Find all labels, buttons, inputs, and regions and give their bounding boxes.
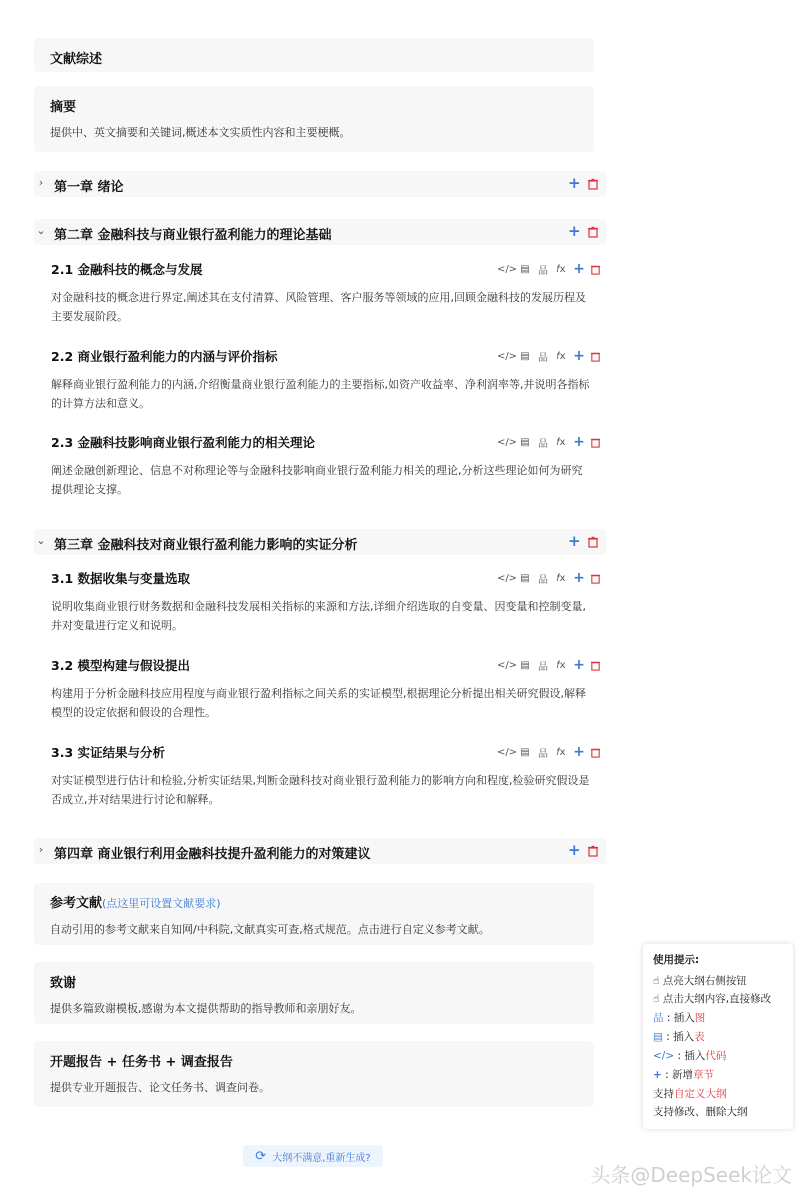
delete-icon[interactable] — [590, 351, 601, 362]
section-toolbar — [496, 261, 601, 277]
regenerate-label: 大纲不满意,重新生成? — [272, 1152, 371, 1164]
tip-item: 支持自定义大纲 — [653, 1088, 727, 1100]
section-desc[interactable]: 解释商业银行盈利能力的内涵,介绍衡量商业银行盈利能力的主要指标,如资产收益率、净利润率等,并说明各指标的计算方法和意义。 — [51, 378, 590, 410]
delete-icon[interactable] — [587, 845, 599, 857]
insert-table-icon: ▤ — [653, 1031, 663, 1043]
chapter-title[interactable]: 第一章 绪论 — [54, 180, 124, 195]
chapter-3-row[interactable] — [34, 529, 606, 555]
insert-figure-icon: 品 — [653, 1012, 664, 1024]
lit-review-title: 文献综述 — [50, 52, 103, 67]
acknowledgements-title: 致谢 — [50, 976, 77, 991]
tip-item: </> : 插入代码 — [653, 1050, 727, 1062]
insert-figure-icon[interactable]: 品 — [538, 748, 548, 760]
insert-formula-icon[interactable]: 𝑓x — [556, 659, 566, 671]
abstract-title: 摘要 — [50, 100, 77, 115]
insert-code-icon[interactable]: </> — [496, 659, 518, 671]
insert-code-icon[interactable]: </> — [496, 746, 518, 758]
section-desc[interactable]: 构建用于分析金融科技应用程度与商业银行盈利指标之间关系的实证模型,根据理论分析提出相关研究假设,解释模型的设定依据和假设的合理性。 — [51, 687, 586, 719]
add-icon[interactable]: + — [573, 744, 585, 760]
plus-icon: + — [653, 1069, 662, 1081]
insert-figure-icon[interactable]: 品 — [538, 574, 548, 586]
tip-item: 品 : 插入图 — [653, 1012, 706, 1024]
section-desc[interactable]: 说明收集商业银行财务数据和金融科技发展相关指标的来源和方法,详细介绍选取的自变量、因变量和控制变量,并对变量进行定义和说明。 — [51, 600, 586, 632]
tip-item: ☝ 点亮大纲右侧按钮 — [653, 975, 747, 987]
references-settings-link[interactable]: (点这里可设置文献要求) — [102, 897, 221, 910]
add-icon[interactable]: + — [573, 570, 585, 586]
section-title[interactable]: 3.3 实证结果与分析 — [51, 745, 165, 760]
references-panel[interactable] — [34, 883, 594, 945]
insert-table-icon[interactable]: ▤ — [520, 263, 530, 275]
insert-formula-icon[interactable]: 𝑓x — [556, 263, 566, 275]
acknowledgements-panel[interactable] — [34, 962, 594, 1024]
references-title-text: 参考文献 — [50, 896, 103, 911]
abstract-desc: 提供中、英文摘要和关键词,概述本文实质性内容和主要梗概。 — [50, 126, 351, 139]
delete-icon[interactable] — [587, 226, 599, 238]
chevron-down-icon[interactable]: ⌄ — [36, 534, 46, 547]
delete-icon[interactable] — [590, 264, 601, 275]
section-desc[interactable]: 阐述金融创新理论、信息不对称理论等与金融科技影响商业银行盈利能力相关的理论,分析这些理论如何为研究提供理论支撑。 — [51, 464, 583, 496]
section-title[interactable]: 2.1 金融科技的概念与发展 — [51, 262, 203, 277]
hand-point-icon: ☝ — [653, 975, 660, 987]
add-icon[interactable]: + — [573, 261, 585, 277]
section-toolbar — [496, 348, 601, 364]
section-toolbar — [496, 657, 601, 673]
chevron-down-icon[interactable]: ⌄ — [36, 224, 46, 237]
chapter-4-row[interactable] — [34, 838, 606, 864]
insert-code-icon[interactable]: </> — [496, 350, 518, 362]
hand-point-icon: ☝ — [653, 993, 660, 1005]
chevron-right-icon[interactable]: › — [38, 843, 44, 856]
reports-title: 开题报告 + 任务书 + 调查报告 — [50, 1055, 233, 1070]
add-icon[interactable]: + — [573, 434, 585, 450]
tip-item: ☝ 点击大纲内容,直接修改 — [653, 993, 772, 1005]
insert-code-icon[interactable]: </> — [496, 263, 518, 275]
add-icon[interactable]: + — [573, 657, 585, 673]
section-desc[interactable]: 对实证模型进行估计和检验,分析实证结果,判断金融科技对商业银行盈利能力的影响方向和程度,检验研究假设是否成立,并对结果进行讨论和解释。 — [51, 774, 590, 806]
chapter-title[interactable]: 第三章 金融科技对商业银行盈利能力影响的实证分析 — [54, 538, 358, 553]
section-title[interactable]: 2.2 商业银行盈利能力的内涵与评价指标 — [51, 349, 278, 364]
tip-item: 支持修改、删除大纲 — [653, 1106, 748, 1118]
delete-icon[interactable] — [590, 660, 601, 671]
tip-item: ▤ : 插入表 — [653, 1031, 705, 1043]
reports-panel[interactable] — [34, 1041, 594, 1107]
reports-desc: 提供专业开题报告、论文任务书、调查问卷。 — [50, 1081, 270, 1094]
add-section-icon[interactable]: + — [568, 174, 581, 192]
chevron-right-icon[interactable]: › — [38, 176, 44, 189]
lit-review-panel[interactable] — [34, 38, 594, 72]
insert-code-icon[interactable]: </> — [496, 436, 518, 448]
insert-code-icon[interactable]: </> — [496, 572, 518, 584]
delete-icon[interactable] — [587, 536, 599, 548]
watermark: 头条@DeepSeek论文 — [590, 1163, 792, 1187]
tip-item: + : 新增章节 — [653, 1069, 715, 1081]
chapter-title[interactable]: 第二章 金融科技与商业银行盈利能力的理论基础 — [54, 228, 332, 243]
acknowledgements-desc: 提供多篇致谢模板,感谢为本文提供帮助的指导教师和亲朋好友。 — [50, 1002, 362, 1015]
section-toolbar — [496, 570, 601, 586]
insert-table-icon[interactable]: ▤ — [520, 436, 530, 448]
delete-icon[interactable] — [590, 573, 601, 584]
insert-formula-icon[interactable]: 𝑓x — [556, 746, 566, 758]
add-section-icon[interactable]: + — [568, 532, 581, 550]
chapter-1-row[interactable] — [34, 171, 606, 197]
refresh-icon: ⟳ — [255, 1148, 267, 1164]
add-section-icon[interactable]: + — [568, 841, 581, 859]
add-icon[interactable]: + — [573, 348, 585, 364]
insert-figure-icon[interactable]: 品 — [538, 661, 548, 673]
section-toolbar — [496, 434, 601, 450]
delete-icon[interactable] — [590, 437, 601, 448]
insert-table-icon[interactable]: ▤ — [520, 350, 530, 362]
insert-code-icon: </> — [653, 1050, 675, 1062]
section-desc[interactable]: 对金融科技的概念进行界定,阐述其在支付清算、风险管理、客户服务等领域的应用,回顾金融科技的发展历程及主要发展阶段。 — [51, 291, 586, 323]
insert-formula-icon[interactable]: 𝑓x — [556, 436, 566, 448]
usage-tips-panel — [643, 944, 793, 1129]
insert-table-icon[interactable]: ▤ — [520, 746, 530, 758]
delete-icon[interactable] — [587, 178, 599, 190]
insert-formula-icon[interactable]: 𝑓x — [556, 350, 566, 362]
insert-formula-icon[interactable]: 𝑓x — [556, 572, 566, 584]
regenerate-button[interactable] — [243, 1145, 383, 1167]
references-desc: 自动引用的参考文献来自知网/中科院,文献真实可查,格式规范。点击进行自定义参考文献。 — [50, 923, 490, 936]
references-title — [50, 892, 221, 911]
section-toolbar — [496, 744, 601, 760]
insert-table-icon[interactable]: ▤ — [520, 659, 530, 671]
chapter-title[interactable]: 第四章 商业银行利用金融科技提升盈利能力的对策建议 — [54, 847, 371, 862]
insert-figure-icon[interactable]: 品 — [538, 352, 548, 364]
insert-table-icon[interactable]: ▤ — [520, 572, 530, 584]
tips-title: 使用提示: — [653, 954, 700, 966]
insert-figure-icon[interactable]: 品 — [538, 438, 548, 450]
section-title[interactable]: 2.3 金融科技影响商业银行盈利能力的相关理论 — [51, 435, 315, 450]
add-section-icon[interactable]: + — [568, 222, 581, 240]
section-title[interactable]: 3.1 数据收集与变量选取 — [51, 571, 190, 586]
insert-figure-icon[interactable]: 品 — [538, 265, 548, 277]
chapter-2-row[interactable] — [34, 219, 606, 245]
delete-icon[interactable] — [590, 747, 601, 758]
section-title[interactable]: 3.2 模型构建与假设提出 — [51, 658, 190, 673]
abstract-panel[interactable] — [34, 86, 594, 152]
